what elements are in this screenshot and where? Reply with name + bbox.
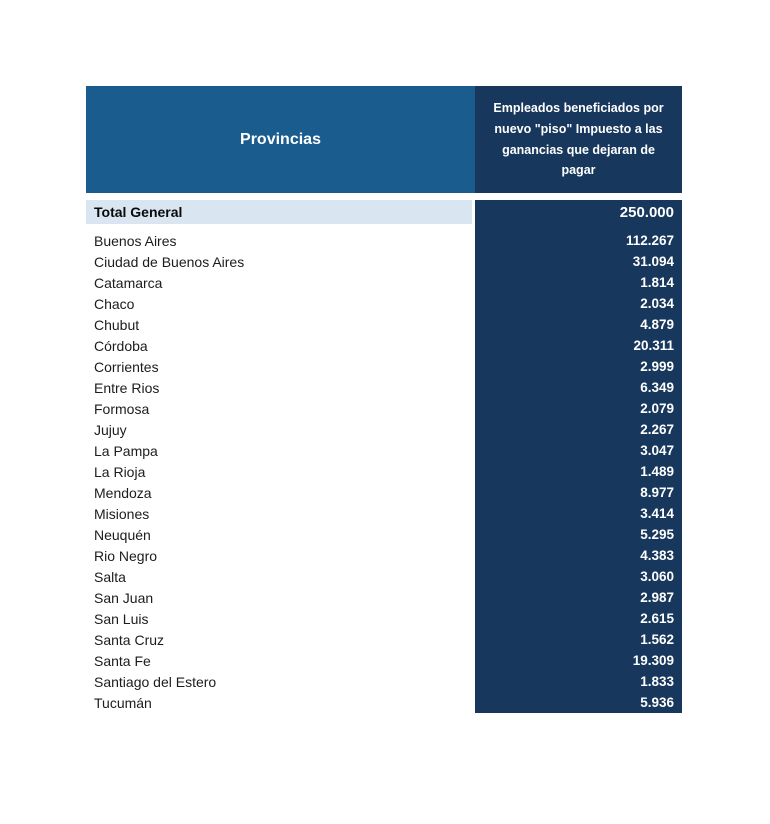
province-name: Ciudad de Buenos Aires: [94, 253, 245, 270]
province-value: 1.833: [640, 674, 674, 689]
table-row: [86, 608, 682, 629]
province-name: Santa Fe: [94, 652, 151, 669]
header-value-column: Empleados beneficiados por nuevo "piso" Impuesto a las ganancias que dejaran de pagar: [475, 86, 682, 193]
province-name: Salta: [94, 568, 126, 585]
province-name: Jujuy: [94, 421, 127, 438]
table-row: [86, 587, 682, 608]
table-row: [86, 545, 682, 566]
table-row: [86, 650, 682, 671]
province-name: Buenos Aires: [94, 232, 177, 249]
header-provinces: Provincias: [86, 86, 475, 193]
table-row: [86, 377, 682, 398]
province-name: La Rioja: [94, 463, 146, 480]
table-row: [86, 398, 682, 419]
table-row: [86, 335, 682, 356]
table-row: [86, 251, 682, 272]
table-row: [86, 293, 682, 314]
provinces-table: [86, 86, 682, 713]
province-name: Misiones: [94, 505, 150, 522]
province-value: 2.615: [640, 611, 674, 626]
province-name: Santiago del Estero: [94, 673, 217, 690]
province-name: Mendoza: [94, 484, 152, 501]
table-row: [86, 440, 682, 461]
province-value: 6.349: [640, 380, 674, 395]
province-name: Formosa: [94, 400, 150, 417]
table-row: [86, 356, 682, 377]
table-row: [86, 671, 682, 692]
table-row: [86, 419, 682, 440]
province-value: 2.999: [640, 359, 674, 374]
table-row: [86, 566, 682, 587]
province-name: Neuquén: [94, 526, 151, 543]
province-name: Rio Negro: [94, 547, 158, 564]
province-name: Catamarca: [94, 274, 163, 291]
table-row: [86, 482, 682, 503]
header-gap: [86, 193, 682, 200]
table-row: [86, 230, 682, 251]
province-name: Santa Cruz: [94, 631, 165, 648]
table-row: [86, 461, 682, 482]
province-value: 4.879: [640, 317, 674, 332]
province-value: 3.414: [640, 506, 674, 521]
province-value: 5.295: [640, 527, 674, 542]
province-name: Chubut: [94, 316, 140, 333]
province-name: San Juan: [94, 589, 154, 606]
province-name: Córdoba: [94, 337, 148, 354]
table-row: [86, 692, 682, 713]
province-name: La Pampa: [94, 442, 158, 459]
province-name: Entre Rios: [94, 379, 160, 396]
province-value: 31.094: [632, 254, 674, 269]
table-row: [86, 629, 682, 650]
province-name: San Luis: [94, 610, 149, 627]
table-header: [86, 86, 682, 193]
table-row: [86, 314, 682, 335]
table-body: [86, 200, 682, 713]
province-value: 1.489: [640, 464, 674, 479]
province-name: Tucumán: [94, 694, 152, 711]
province-value: 2.987: [640, 590, 674, 605]
table-row: [86, 524, 682, 545]
province-name: Chaco: [94, 295, 135, 312]
province-value: 1.814: [640, 275, 674, 290]
total-label: Total General: [86, 200, 472, 224]
province-value: 1.562: [640, 632, 674, 647]
province-value: 2.079: [640, 401, 674, 416]
total-row: [86, 200, 682, 224]
province-value: 20.311: [633, 338, 674, 353]
province-value: 5.936: [640, 695, 674, 710]
province-value: 4.383: [640, 548, 674, 563]
province-value: 3.047: [640, 443, 674, 458]
province-value: 3.060: [640, 569, 674, 584]
province-value: 2.267: [640, 422, 674, 437]
table-row: [86, 272, 682, 293]
province-value: 112.267: [625, 233, 674, 248]
province-name: Corrientes: [94, 358, 159, 375]
table-rows: [86, 230, 682, 713]
table-row: [86, 503, 682, 524]
province-value: 2.034: [640, 296, 674, 311]
province-value: 8.977: [640, 485, 674, 500]
province-value: 19.309: [632, 653, 674, 668]
total-value: 250.000: [619, 203, 674, 221]
